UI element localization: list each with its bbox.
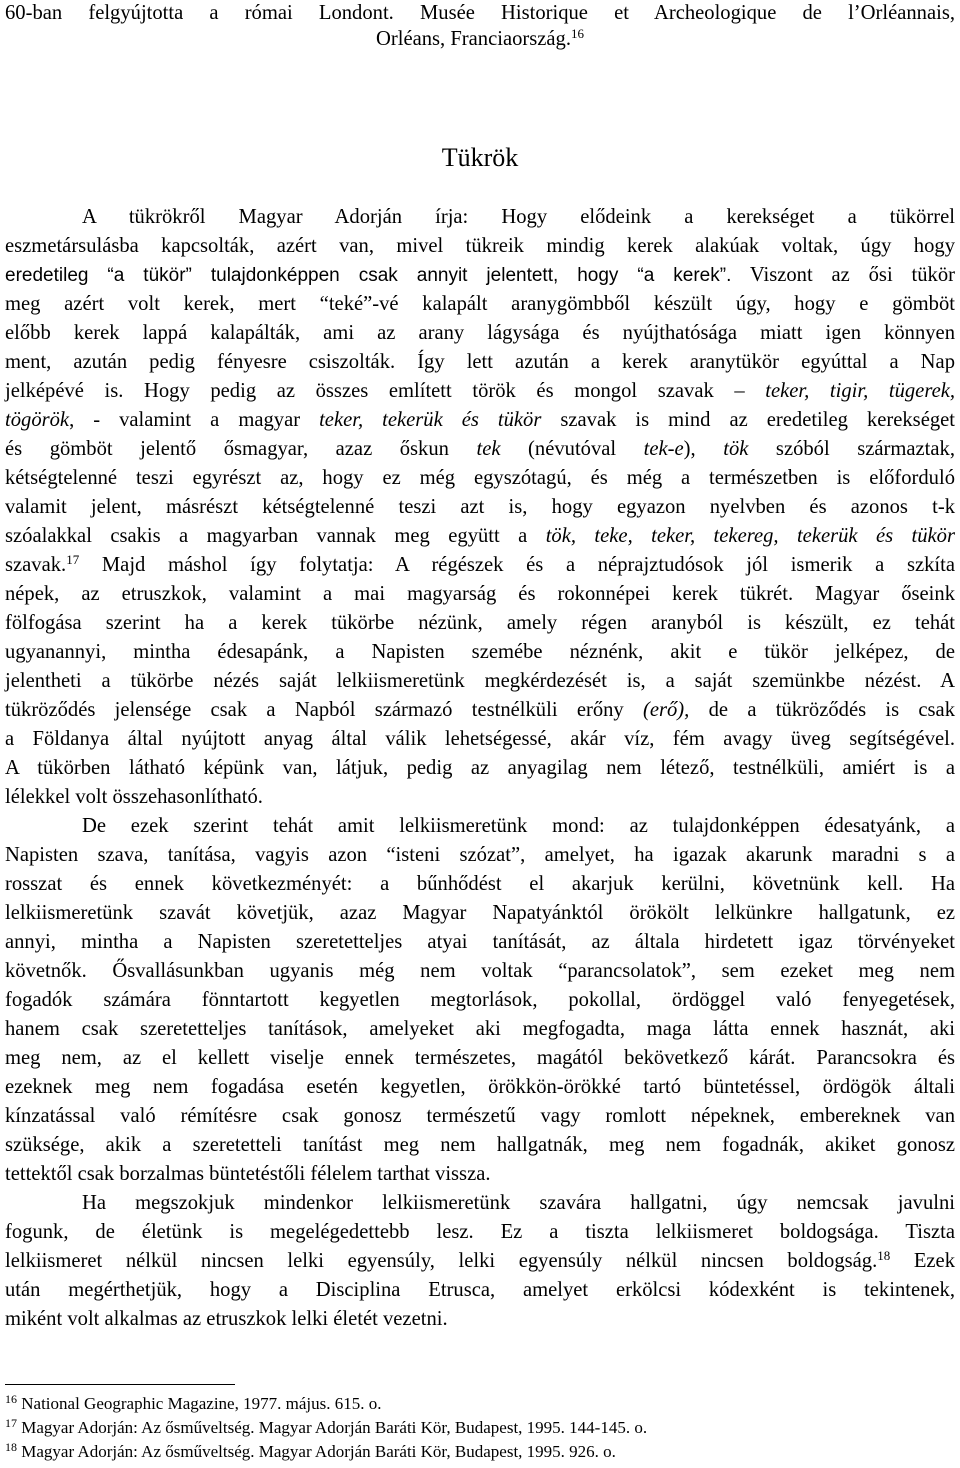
footnote-text: Magyar Adorján: Az ősműveltség. Magyar Adorján Baráti Kör, Budapest, 1995. 926. o. <box>17 1442 616 1461</box>
p1-line: A tükörben látható képünk van, látjuk, pedig az anyagilag nem létező, testnélküli, amiért is a <box>5 757 955 779</box>
p2-line: szüksége, akik a szeretetteli tanítást meg nem hallgatnák, meg nem fogadnák, akiket gonosz <box>5 1134 955 1156</box>
footnote-17 <box>5 1416 955 1440</box>
p1-line <box>5 261 955 290</box>
p2-line: tettektől csak borzalmas büntetéstőli félelem tarthat vissza. <box>5 1163 491 1185</box>
footnote-text: Magyar Adorján: Az ősműveltség. Magyar Adorján Baráti Kör, Budapest, 1995. 144-145. o. <box>17 1418 648 1437</box>
footnote-number: 16 <box>5 1392 17 1406</box>
p3-line: Ha megszokjuk mindenkor lelkiismeretünk szavára hallgatni, úgy nemcsak javulni <box>82 1192 955 1214</box>
italic-text: tek <box>476 438 501 460</box>
p1-line <box>5 377 955 406</box>
italic-text: tögörök <box>5 409 70 431</box>
text-run: lelkiismeret nélkül nincsen lelki egyensúly, lelki egyensúly nélkül nincsen boldogság. <box>5 1250 878 1272</box>
header-line-2-text: Orléans, Franciaország. <box>376 28 571 50</box>
highlighted-text: eredetileg “a tükör” tulajdonképpen csak annyit jelentett, hogy “a kerek”. <box>5 265 732 286</box>
footnote-ref-17: 17 <box>66 552 80 567</box>
p1-line: ugyanannyi, mintha édesapánk, a Napisten szemébe néznénk, akit e tükör jelképez, de <box>5 641 955 663</box>
p3-line <box>5 1247 955 1276</box>
italic-text: tek-e <box>643 438 684 460</box>
p2-line: De ezek szerint tehát amit lelkiismeretünk mond: az tulajdonképpen édesatyánk, a <box>82 815 955 837</box>
p1-line <box>5 696 955 725</box>
p3-line: fogunk, de életünk is megelégedettebb lesz. Ez a tiszta lelkiismeret boldogsága. Tiszta <box>5 1221 955 1243</box>
text-run: (névutóval <box>500 438 644 460</box>
footnote-text: National Geographic Magazine, 1977. május. 615. o. <box>17 1394 382 1413</box>
p1-line <box>5 551 955 580</box>
italic-text: teker, tekerük és tükör <box>319 409 542 431</box>
text-run: szóból származtak, <box>748 438 955 460</box>
p2-line: kínzatással való rémítésre csak gonosz természetű vagy romlott népeknek, embereknek van <box>5 1105 955 1127</box>
text-run: Viszont az ősi tükör <box>731 264 955 286</box>
footnote-number: 18 <box>5 1440 17 1454</box>
text-run: Majd máshol így folytatja: A régészek és a néprajztudósok jól ismerik a szkíta <box>79 554 955 576</box>
p1-line: A tükrökről Magyar Adorján írja: Hogy elődeink a kerekséget a tükörrel <box>82 206 955 228</box>
p1-line: népek, az etruszkok, valamint a mai magyarság és rokonnépei kerek tükrét. Magyar őseink <box>5 583 955 605</box>
p1-line <box>5 435 955 464</box>
p1-line: ment, azután pedig fényesre csiszolták. Így lett azután a kerek aranytükör egyúttal a Nap <box>5 351 955 373</box>
p1-line: eszmetársulásba kapcsolták, azért van, mivel tükreik mindig kerek alakúak voltak, úgy hogy <box>5 235 955 257</box>
p2-line: Napisten szava, tanítása, vagyis azon “isteni szózat”, amelyet, ha igazak akarunk maradni s a <box>5 844 955 866</box>
italic-text: tök, teke, teker, tekereg, tekerük és tükör <box>545 525 955 547</box>
p2-line: követnők. Ősvallásunkban ugyanis még nem voltak “parancsolatok”, sem ezeket meg nem <box>5 960 955 982</box>
header-line-2 <box>5 25 955 54</box>
text-run: ), <box>683 438 724 460</box>
p1-line: fölfogása szerint ha a kerek tükörbe nézünk, amely régen aranyból is készült, ez tehát <box>5 612 955 634</box>
p2-line: meg nem, az el kellett viselje ennek természetes, magától bekövetkező kárát. Parancsokra és <box>5 1047 955 1069</box>
p1-line: valamit jelent, másrészt kétségtelenné teszi azt is, hogy egyazon nyelvben és azonos t-k <box>5 496 955 518</box>
p2-line: ezeknek meg nem fogadása esetén kegyetlen, örökkön-örökké tartó büntetéssel, ördögök általi <box>5 1076 955 1098</box>
p2-line: fogadók számára fönntartott kegyetlen megtorlások, pokollal, ördöggel való fenyegetések, <box>5 989 955 1011</box>
p1-line: lélekkel volt összehasonlítható. <box>5 786 263 808</box>
p2-line: hanem csak szeretetteljes tanítások, amelyeket aki megfogadta, maga látta ennek hasznát, aki <box>5 1018 955 1040</box>
section-title: Tükrök <box>441 143 519 172</box>
footnote-separator <box>5 1384 235 1385</box>
p1-line: a Földanya által nyújtott anyag által válik lehetségessé, akár víz, fém avagy üveg segítségével. <box>5 728 955 750</box>
text-run: , - valamint a magyar <box>69 409 320 431</box>
footnote-ref-18: 18 <box>877 1248 891 1263</box>
p1-line: előbb kerek lappá kalapálták, ami az arany lágysága és nyújthatósága miatt igen könnyen <box>5 322 955 344</box>
text-run: szóalakkal csakis a magyarban vannak meg együtt a <box>5 525 546 547</box>
text-run: szavak. <box>5 554 67 576</box>
text-run: jelképévé is. <box>5 380 124 402</box>
p3-line: miként volt alkalmas az etruszkok lelki életét vezetni. <box>5 1308 448 1330</box>
footnote-ref-16: 16 <box>571 26 584 41</box>
italic-text: tök <box>723 438 749 460</box>
text-run: szavak is mind az eredetileg kerekséget <box>541 409 955 431</box>
text-run: Ezek <box>890 1250 955 1272</box>
p3-line: után megérthetjük, hogy a Disciplina Etrusca, amelyet erkölcsi kódexként is tekintenek, <box>5 1279 955 1301</box>
p1-line: jelentheti a tükörbe nézés saját lelkiismeretünk megkérdezését is, a saját szemünkbe nézést. A <box>5 670 955 692</box>
p1-line <box>5 406 955 435</box>
p1-line: kétségtelenné teszi egyrészt az, hogy ez még egyszótagú, és még a természetben is előforduló <box>5 467 955 489</box>
text-run: és gömböt jelentő ősmagyar, azaz őskun <box>5 438 477 460</box>
p2-line: rosszat és ennek következményét: a bűnhődést el akarjuk kerülni, követnünk kell. Ha <box>5 873 955 895</box>
text-run: tükröződés jelensége csak a Napból származó testnélküli erőny <box>5 699 643 721</box>
p2-line: annyi, mintha a Napisten szeretetteljes atyai tanítását, az általa hirdetett igaz törvényeket <box>5 931 955 953</box>
footnote-16 <box>5 1392 955 1416</box>
footnote-number: 17 <box>5 1416 17 1430</box>
header-line-1: 60-ban felgyújtotta a római Londont. Musée Historique et Archeologique de l’Orléannais, <box>5 2 955 24</box>
footnote-18 <box>5 1440 955 1464</box>
p1-line <box>5 522 955 551</box>
p1-line: meg azért volt kerek, mert “teké”-vé kalapált aranygömbből készült úgy, hogy e gömböt <box>5 293 955 315</box>
text-run: Hogy pedig az összes említett török és mongol szavak – <box>123 380 766 402</box>
text-run: de a tükröződés is csak <box>689 699 955 721</box>
p2-line: lelkiismeretünk szavát követjük, azaz Magyar Napatyánktól örökölt lelkünkre hallgatunk, ez <box>5 902 955 924</box>
italic-text: teker, tigir, tügerek, <box>765 380 955 402</box>
italic-text: (erő), <box>643 699 690 721</box>
